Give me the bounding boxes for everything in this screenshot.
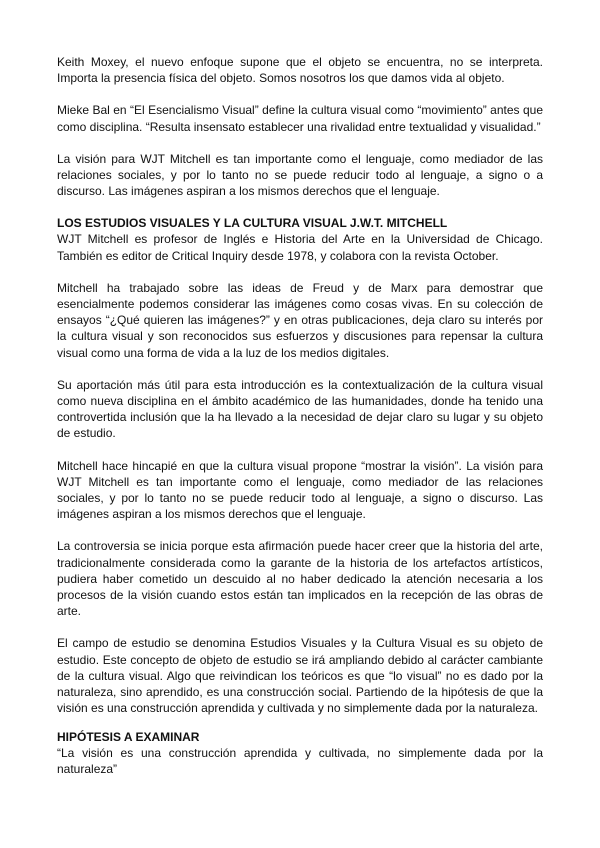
section-heading-hipotesis: HIPÓTESIS A EXAMINAR	[57, 729, 200, 744]
paragraph-bal: Mieke Bal en “El Esencialismo Visual” define la cultura visual como “movimiento” antes que como disciplina. “Resulta insensato establecer una rivalidad entre textualidad y visualidad.”	[57, 103, 543, 134]
paragraph-mitchell-bio: WJT Mitchell es profesor de Inglés e Historia del Arte en la Universidad de Chicago. También es editor de Critical Inquiry desde 1978, y colabora con la revista October.	[57, 232, 543, 263]
section-heading-estudios-visuales: LOS ESTUDIOS VISUALES Y LA CULTURA VISUAL J.W.T. MITCHELL	[57, 216, 448, 231]
paragraph-hipotesis-quote: “La visión es una construcción aprendida y cultivada, no simplemente dada por la naturaleza”	[57, 745, 543, 776]
paragraph-campo-estudio: El campo de estudio se denomina Estudios Visuales y la Cultura Visual es su objeto de estudio. Este concepto de objeto de estudio se irá ampliando debido al carácter cambiante de la cultura visual. Algo que reivindican los teóricos es que “lo visual” no es dado por la naturaleza, sino aprendido, es una construcción social. Partiendo de la hipótesis de que la visión es una construcción aprendida y cultivada y no simplemente dada por la naturaleza.	[57, 636, 543, 716]
paragraph-aportacion: Su aportación más útil para esta introducción es la contextualización de la cultura visual como nueva disciplina en el ámbito académico de las humanidades, donde ha tenido una controvertida inclusión que la ha llevado a la necesidad de dejar claro su lugar y su objeto de estudio.	[57, 377, 543, 441]
paragraph-freud-marx: Mitchell ha trabajado sobre las ideas de Freud y de Marx para demostrar que esencialmente podemos considerar las imágenes como cosas vivas. En su colección de ensayos “¿Qué quieren las imágenes?” y en otras publicaciones, deja claro su interés por la cultura visual y son reconocidos sus esfuerzos y discusiones para repensar la cultura visual como una forma de vida a la luz de los medios digitales.	[57, 280, 543, 360]
paragraph-mitchell-vision: La visión para WJT Mitchell es tan importante como el lenguaje, como mediador de las relaciones sociales, y por lo tanto no se puede reducir todo al lenguaje, a signo o a discurso. Las imágenes aspiran a los mismos derechos que el lenguaje.	[57, 151, 543, 199]
paragraph-moxey: Keith Moxey, el nuevo enfoque supone que el objeto se encuentra, no se interpreta. Importa la presencia física del objeto. Somos nosotros los que damos vida al objeto.	[57, 55, 543, 86]
paragraph-controversia: La controversia se inicia porque esta afirmación puede hacer creer que la historia del arte, tradicionalmente considerada como la garante de la historia de los artefactos artísticos, pudiera haber cometido un descuido al no haber dedicado la atención necesaria a los procesos de la visión cuando estos están tan implicados en la recepción de las obras de arte.	[57, 539, 543, 619]
paragraph-hincapie: Mitchell hace hincapié en que la cultura visual propone “mostrar la visión”. La visión para WJT Mitchell es tan importante como el lenguaje, como mediador de las relaciones sociales, y por lo tanto no se puede reducir todo al lenguaje, a signo o discurso. Las imágenes aspiran a los mismos derechos que el lenguaje.	[57, 458, 543, 522]
